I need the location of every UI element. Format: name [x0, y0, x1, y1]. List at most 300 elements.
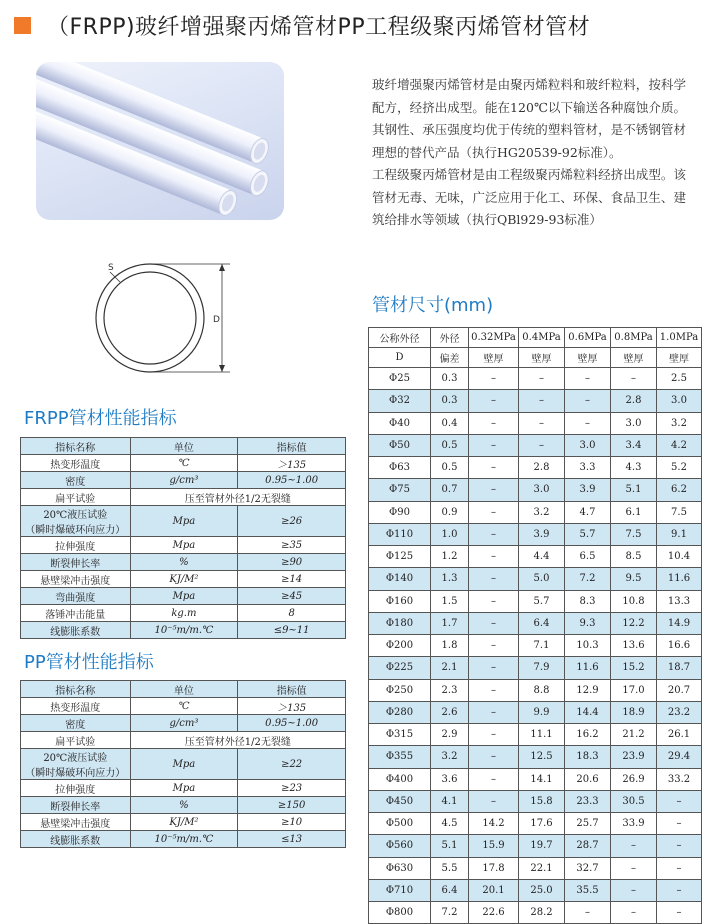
dimensions-cell: – — [519, 434, 565, 456]
dimensions-cell: 17.0 — [611, 679, 657, 701]
dimensions-cell: 3.0 — [519, 479, 565, 501]
dimensions-cell: Φ160 — [369, 590, 431, 612]
dimensions-cell: 9.1 — [657, 523, 702, 545]
dimensions-cell: – — [469, 457, 519, 479]
frpp-indicator-name: 线膨胀系数 — [21, 622, 131, 639]
dimensions-cell: – — [469, 657, 519, 679]
dimensions-cell: 14.4 — [565, 701, 611, 723]
dimensions-table-row — [369, 568, 702, 590]
s-label: S — [108, 263, 114, 273]
dimensions-table-row — [369, 412, 702, 434]
frpp-unit: 10⁻⁵m/m.℃ — [130, 622, 238, 639]
dimensions-cell: Φ710 — [369, 879, 431, 901]
dimensions-cell: 21.2 — [611, 724, 657, 746]
dimensions-cell: 3.2 — [519, 501, 565, 523]
dimensions-cell: 16.6 — [657, 635, 702, 657]
frpp-indicator-name: 热变形温度 — [21, 455, 131, 472]
dimensions-cell: Φ63 — [369, 457, 431, 479]
dimensions-cell: Φ630 — [369, 857, 431, 879]
dimensions-cell: 3.2 — [431, 746, 469, 768]
dimensions-cell: – — [519, 390, 565, 412]
dimensions-table-row — [369, 546, 702, 568]
dimensions-cell: – — [469, 679, 519, 701]
dimensions-cell: – — [611, 835, 657, 857]
dimensions-cell: – — [519, 412, 565, 434]
frpp-value: ＞135 — [238, 455, 346, 472]
dimensions-cell: Φ125 — [369, 546, 431, 568]
dimensions-column-header: 0.8MPa — [611, 328, 657, 348]
dimensions-cell: 4.5 — [431, 813, 469, 835]
dimensions-cell: – — [469, 479, 519, 501]
dimensions-cell: Φ180 — [369, 612, 431, 634]
dimensions-table-row — [369, 390, 702, 412]
dimensions-cell: – — [469, 724, 519, 746]
pp-value: ＞135 — [238, 698, 346, 715]
dimensions-column-header: 壁厚 — [469, 348, 519, 368]
dimensions-cell: – — [657, 813, 702, 835]
dimensions-cell: 0.5 — [431, 434, 469, 456]
dimensions-table-row — [369, 657, 702, 679]
dimensions-cell: 10.3 — [565, 635, 611, 657]
dimensions-table-row — [369, 813, 702, 835]
pipe-cross-section-diagram — [80, 250, 260, 385]
dimensions-column-header: 公称外径 — [369, 328, 431, 348]
description-paragraph-2: 工程级聚丙烯管材是由工程级聚丙烯粒料经挤出成型。该管材无毒、无味，广泛应用于化工、环保、食品卫生、建筑给排水等领域（执行QBl929-93标准） — [372, 167, 686, 227]
dimensions-cell: 6.2 — [657, 479, 702, 501]
dimensions-cell: Φ75 — [369, 479, 431, 501]
dimensions-table-row — [369, 368, 702, 390]
dimensions-cell: 5.2 — [657, 457, 702, 479]
dimensions-column-header: 0.4MPa — [519, 328, 565, 348]
dimensions-table-row — [369, 790, 702, 812]
dimensions-cell: 5.5 — [431, 857, 469, 879]
dimensions-cell: – — [657, 857, 702, 879]
dimensions-cell: 18.9 — [611, 701, 657, 723]
dimensions-cell: 9.3 — [565, 612, 611, 634]
dimensions-cell: 12.9 — [565, 679, 611, 701]
dimensions-cell: 7.9 — [519, 657, 565, 679]
frpp-header-row — [21, 438, 346, 455]
pp-unit: Mpa — [130, 749, 238, 780]
dimensions-cell: 9.5 — [611, 568, 657, 590]
dimensions-cell: – — [469, 590, 519, 612]
dimensions-cell: 1.8 — [431, 635, 469, 657]
header — [14, 8, 590, 42]
page-title: （FRPP)玻纤增强聚丙烯管材PP工程级聚丙烯管材管材 — [47, 14, 591, 40]
frpp-value: 0.95~1.00 — [238, 472, 346, 489]
frpp-table-row — [21, 506, 346, 537]
dimensions-cell: 23.2 — [657, 701, 702, 723]
orange-square-icon — [14, 17, 31, 34]
dimensions-cell: – — [611, 368, 657, 390]
dimensions-cell: 4.1 — [431, 790, 469, 812]
frpp-unit: % — [130, 554, 238, 571]
dimensions-cell: 1.7 — [431, 612, 469, 634]
dimensions-cell: Φ280 — [369, 701, 431, 723]
dimensions-cell: 7.2 — [565, 568, 611, 590]
dimensions-cell: 10.8 — [611, 590, 657, 612]
dimensions-cell: – — [657, 835, 702, 857]
dimensions-cell: 3.3 — [565, 457, 611, 479]
dimensions-cell: 3.0 — [657, 390, 702, 412]
pp-performance-table — [20, 680, 346, 848]
dimensions-cell: 15.2 — [611, 657, 657, 679]
dimensions-column-header: 0.6MPa — [565, 328, 611, 348]
dimensions-cell: 3.4 — [611, 434, 657, 456]
pp-value: 0.95~1.00 — [238, 715, 346, 732]
frpp-value: ≥35 — [238, 537, 346, 554]
frpp-indicator-note: 压至管材外径1/2无裂缝 — [130, 489, 345, 506]
dimensions-column-header: 外径 — [431, 328, 469, 348]
dimensions-cell: 6.4 — [519, 612, 565, 634]
pp-indicator-name: 20℃液压试验 （瞬时爆破环向应力） — [21, 749, 131, 780]
dimensions-section-title: 管材尺寸(mm) — [372, 295, 494, 316]
pp-table-row — [21, 814, 346, 831]
dimensions-column-header: D — [369, 348, 431, 368]
dimensions-cell: 18.3 — [565, 746, 611, 768]
description — [372, 74, 686, 232]
pp-unit: g/cm³ — [130, 715, 238, 732]
frpp-performance-table — [20, 437, 346, 639]
pp-unit: 10⁻⁵m/m.℃ — [130, 831, 238, 848]
pp-indicator-name: 线膨胀系数 — [21, 831, 131, 848]
dimensions-cell: 8.5 — [611, 546, 657, 568]
dimensions-cell: – — [469, 790, 519, 812]
frpp-value: ≥45 — [238, 588, 346, 605]
dimensions-cell: 17.8 — [469, 857, 519, 879]
dimensions-cell: Φ90 — [369, 501, 431, 523]
dimensions-table-row — [369, 635, 702, 657]
frpp-unit: kg.m — [130, 605, 238, 622]
dimensions-cell: 3.9 — [519, 523, 565, 545]
dimensions-cell: 0.3 — [431, 368, 469, 390]
dimensions-cell: – — [611, 879, 657, 901]
dimensions-cell: – — [469, 390, 519, 412]
dimensions-cell: Φ110 — [369, 523, 431, 545]
dimensions-table-row — [369, 457, 702, 479]
dimensions-cell: 7.2 — [431, 902, 469, 924]
dimensions-cell: Φ140 — [369, 568, 431, 590]
frpp-table-row — [21, 554, 346, 571]
dimensions-column-header: 壁厚 — [657, 348, 702, 368]
dimensions-cell: – — [657, 790, 702, 812]
dimensions-column-header: 1.0MPa — [657, 328, 702, 348]
dimensions-cell: 2.8 — [611, 390, 657, 412]
dimensions-column-header: 壁厚 — [565, 348, 611, 368]
dimensions-cell: 26.1 — [657, 724, 702, 746]
dimensions-cell: 6.4 — [431, 879, 469, 901]
dimensions-cell: 18.7 — [657, 657, 702, 679]
dimensions-cell: Φ200 — [369, 635, 431, 657]
dimensions-cell: 5.7 — [565, 523, 611, 545]
pp-section-title: PP管材性能指标 — [24, 652, 154, 673]
frpp-value: 8 — [238, 605, 346, 622]
dimensions-cell: Φ225 — [369, 657, 431, 679]
dimensions-cell: 8.8 — [519, 679, 565, 701]
dimensions-cell: Φ400 — [369, 768, 431, 790]
frpp-table-row — [21, 571, 346, 588]
pp-value: ≥10 — [238, 814, 346, 831]
dimensions-cell: 14.9 — [657, 612, 702, 634]
dimensions-cell: – — [519, 368, 565, 390]
pp-table-row — [21, 749, 346, 780]
dimensions-cell: 1.5 — [431, 590, 469, 612]
pp-table-row — [21, 715, 346, 732]
dimensions-cell: Φ800 — [369, 902, 431, 924]
pp-indicator-name: 悬壁梁冲击强度 — [21, 814, 131, 831]
dimensions-cell: 4.3 — [611, 457, 657, 479]
d-label: D — [213, 315, 220, 325]
pp-column-header: 指标值 — [238, 681, 346, 698]
dimensions-column-header: 壁厚 — [611, 348, 657, 368]
pp-indicator-name: 密度 — [21, 715, 131, 732]
dimensions-cell: 5.1 — [611, 479, 657, 501]
dimensions-cell: 22.6 — [469, 902, 519, 924]
dimensions-cell: 23.9 — [611, 746, 657, 768]
pp-table-row — [21, 831, 346, 848]
dimensions-table-row — [369, 679, 702, 701]
dimensions-cell: Φ250 — [369, 679, 431, 701]
dimensions-table-row — [369, 434, 702, 456]
dimensions-cell: 9.9 — [519, 701, 565, 723]
dimensions-cell: 3.6 — [431, 768, 469, 790]
dimensions-cell: 14.1 — [519, 768, 565, 790]
dimensions-table-row — [369, 479, 702, 501]
dimensions-cell: – — [469, 412, 519, 434]
dimensions-cell: – — [657, 879, 702, 901]
frpp-unit: KJ/M² — [130, 571, 238, 588]
dimensions-cell: 2.5 — [657, 368, 702, 390]
dimensions-cell: 5.1 — [431, 835, 469, 857]
dimensions-cell: 10.4 — [657, 546, 702, 568]
dimensions-cell: Φ25 — [369, 368, 431, 390]
frpp-indicator-name: 弯曲强度 — [21, 588, 131, 605]
dimensions-cell: 11.6 — [565, 657, 611, 679]
dimensions-table-row — [369, 768, 702, 790]
pp-unit: % — [130, 797, 238, 814]
dimensions-cell: 2.1 — [431, 657, 469, 679]
frpp-unit: ℃ — [130, 455, 238, 472]
dimensions-cell: – — [469, 635, 519, 657]
dimensions-cell: Φ450 — [369, 790, 431, 812]
dimensions-cell: Φ560 — [369, 835, 431, 857]
frpp-value: ≥90 — [238, 554, 346, 571]
dimensions-cell: 17.6 — [519, 813, 565, 835]
dimensions-cell: 22.1 — [519, 857, 565, 879]
dimensions-table-row — [369, 902, 702, 924]
dimensions-cell: 13.6 — [611, 635, 657, 657]
frpp-indicator-name: 密度 — [21, 472, 131, 489]
pp-indicator-note: 压至管材外径1/2无裂缝 — [130, 732, 345, 749]
dimensions-table-row — [369, 835, 702, 857]
dimensions-cell: 16.2 — [565, 724, 611, 746]
dimensions-cell: 25.7 — [565, 813, 611, 835]
dimensions-cell: 0.7 — [431, 479, 469, 501]
dimensions-cell: 0.3 — [431, 390, 469, 412]
dimensions-cell: 33.9 — [611, 813, 657, 835]
dimensions-cell: Φ355 — [369, 746, 431, 768]
pp-table-row — [21, 698, 346, 715]
dimensions-table-row — [369, 590, 702, 612]
dimensions-cell: 4.4 — [519, 546, 565, 568]
dimensions-cell: – — [565, 390, 611, 412]
dimensions-column-header: 0.32MPa — [469, 328, 519, 348]
dimensions-cell: – — [469, 523, 519, 545]
pp-value: ≥23 — [238, 780, 346, 797]
dimensions-cell: – — [611, 857, 657, 879]
dimensions-cell: – — [657, 902, 702, 924]
frpp-indicator-name: 悬壁梁冲击强度 — [21, 571, 131, 588]
frpp-column-header: 指标值 — [238, 438, 346, 455]
dimensions-cell: 8.3 — [565, 590, 611, 612]
frpp-table-row — [21, 588, 346, 605]
pp-indicator-name: 热变形温度 — [21, 698, 131, 715]
dimensions-cell: 7.1 — [519, 635, 565, 657]
dimensions-cell: 12.5 — [519, 746, 565, 768]
pp-value: ≥22 — [238, 749, 346, 780]
dimensions-cell: 6.5 — [565, 546, 611, 568]
pp-value: ≥150 — [238, 797, 346, 814]
dimensions-cell: 1.2 — [431, 546, 469, 568]
frpp-indicator-name: 落锤冲击能量 — [21, 605, 131, 622]
dimensions-cell: 25.0 — [519, 879, 565, 901]
dimensions-cell: Φ32 — [369, 390, 431, 412]
dimensions-cell: 3.2 — [657, 412, 702, 434]
pp-table-row — [21, 797, 346, 814]
frpp-unit: g/cm³ — [130, 472, 238, 489]
dimensions-cell: – — [469, 434, 519, 456]
dimensions-cell: Φ315 — [369, 724, 431, 746]
dimensions-cell: – — [469, 612, 519, 634]
frpp-column-header: 指标名称 — [21, 438, 131, 455]
frpp-value: ≤9~11 — [238, 622, 346, 639]
dimensions-cell: 14.2 — [469, 813, 519, 835]
dimensions-cell: – — [469, 701, 519, 723]
dimensions-table-row — [369, 612, 702, 634]
dimensions-cell: 3.0 — [565, 434, 611, 456]
pp-indicator-name: 拉伸强度 — [21, 780, 131, 797]
dimensions-table — [368, 327, 702, 924]
dimensions-cell: – — [469, 501, 519, 523]
frpp-unit: Mpa — [130, 506, 238, 537]
dimensions-column-header: 偏差 — [431, 348, 469, 368]
dimensions-table-row — [369, 746, 702, 768]
frpp-value: ≥26 — [238, 506, 346, 537]
frpp-section-title: FRPP管材性能指标 — [24, 408, 177, 429]
dimensions-cell: 5.7 — [519, 590, 565, 612]
dimensions-cell: 20.6 — [565, 768, 611, 790]
dimensions-cell: – — [565, 412, 611, 434]
dimensions-cell: – — [469, 368, 519, 390]
dimensions-cell: 0.9 — [431, 501, 469, 523]
description-paragraph-1: 玻纤增强聚丙烯管材是由聚丙烯粒料和玻纤粒料，按科学配方，经挤出成型。能在120℃以下输送各种腐蚀介质。其钢性、承压强度均优于传统的塑料管材，是不锈钢管材理想的替代产品（执行HG20539-92标准）。 — [372, 77, 686, 160]
dimensions-cell: 5.0 — [519, 568, 565, 590]
dimensions-cell: 13.3 — [657, 590, 702, 612]
pp-unit: KJ/M² — [130, 814, 238, 831]
dimensions-cell: 0.5 — [431, 457, 469, 479]
pp-unit: ℃ — [130, 698, 238, 715]
frpp-table-row — [21, 455, 346, 472]
dimensions-cell: 7.5 — [611, 523, 657, 545]
dimensions-cell: 28.2 — [519, 902, 565, 924]
dimensions-cell: – — [611, 902, 657, 924]
pp-value: ≤13 — [238, 831, 346, 848]
frpp-unit: Mpa — [130, 537, 238, 554]
dimensions-cell: – — [565, 368, 611, 390]
frpp-indicator-name: 拉伸强度 — [21, 537, 131, 554]
pp-table-row — [21, 732, 346, 749]
pp-indicator-name: 扁平试验 — [21, 732, 131, 749]
dimensions-table-row — [369, 523, 702, 545]
frpp-value: ≥14 — [238, 571, 346, 588]
frpp-table-row — [21, 605, 346, 622]
dimensions-cell: 11.6 — [657, 568, 702, 590]
dimensions-column-header: 壁厚 — [519, 348, 565, 368]
dimensions-cell: – — [469, 746, 519, 768]
frpp-table-row — [21, 537, 346, 554]
pp-column-header: 单位 — [130, 681, 238, 698]
dimensions-table-row — [369, 501, 702, 523]
dimensions-cell: 2.6 — [431, 701, 469, 723]
dimensions-cell: – — [469, 568, 519, 590]
dimensions-cell: 19.7 — [519, 835, 565, 857]
dimensions-cell: 26.9 — [611, 768, 657, 790]
dimensions-cell: 35.5 — [565, 879, 611, 901]
pp-table-row — [21, 780, 346, 797]
dimensions-cell: – — [565, 902, 611, 924]
dimensions-cell: 20.7 — [657, 679, 702, 701]
dimensions-cell: 2.3 — [431, 679, 469, 701]
dimensions-cell: 20.1 — [469, 879, 519, 901]
dimensions-table-row — [369, 879, 702, 901]
dimensions-cell: 1.3 — [431, 568, 469, 590]
frpp-table-row — [21, 489, 346, 506]
dimensions-cell: Φ40 — [369, 412, 431, 434]
pipe-photo — [36, 62, 284, 220]
frpp-indicator-name: 扁平试验 — [21, 489, 131, 506]
dimensions-cell: 4.2 — [657, 434, 702, 456]
dimensions-cell: 12.2 — [611, 612, 657, 634]
dimensions-table-row — [369, 701, 702, 723]
dimensions-cell: 33.2 — [657, 768, 702, 790]
dimensions-cell: 7.5 — [657, 501, 702, 523]
dimensions-cell: 4.7 — [565, 501, 611, 523]
frpp-indicator-name: 断裂伸长率 — [21, 554, 131, 571]
dimensions-cell: Φ50 — [369, 434, 431, 456]
dimensions-cell: 2.9 — [431, 724, 469, 746]
frpp-column-header: 单位 — [130, 438, 238, 455]
dimensions-cell: 6.1 — [611, 501, 657, 523]
dimensions-cell: 15.9 — [469, 835, 519, 857]
pipes-image-icon — [36, 62, 284, 220]
dimensions-cell: 32.7 — [565, 857, 611, 879]
dimensions-cell: 2.8 — [519, 457, 565, 479]
dimensions-cell: 23.3 — [565, 790, 611, 812]
dimensions-table-row — [369, 724, 702, 746]
dimensions-cell: – — [469, 546, 519, 568]
dimensions-cell: 0.4 — [431, 412, 469, 434]
dimensions-cell: 30.5 — [611, 790, 657, 812]
dimensions-table-row — [369, 857, 702, 879]
frpp-table-row — [21, 622, 346, 639]
dimensions-cell: 29.4 — [657, 746, 702, 768]
dimensions-cell: 3.0 — [611, 412, 657, 434]
pp-unit: Mpa — [130, 780, 238, 797]
pp-header-row — [21, 681, 346, 698]
frpp-indicator-name: 20℃液压试验 （瞬时爆破环向应力） — [21, 506, 131, 537]
frpp-table-row — [21, 472, 346, 489]
dimensions-cell: 15.8 — [519, 790, 565, 812]
